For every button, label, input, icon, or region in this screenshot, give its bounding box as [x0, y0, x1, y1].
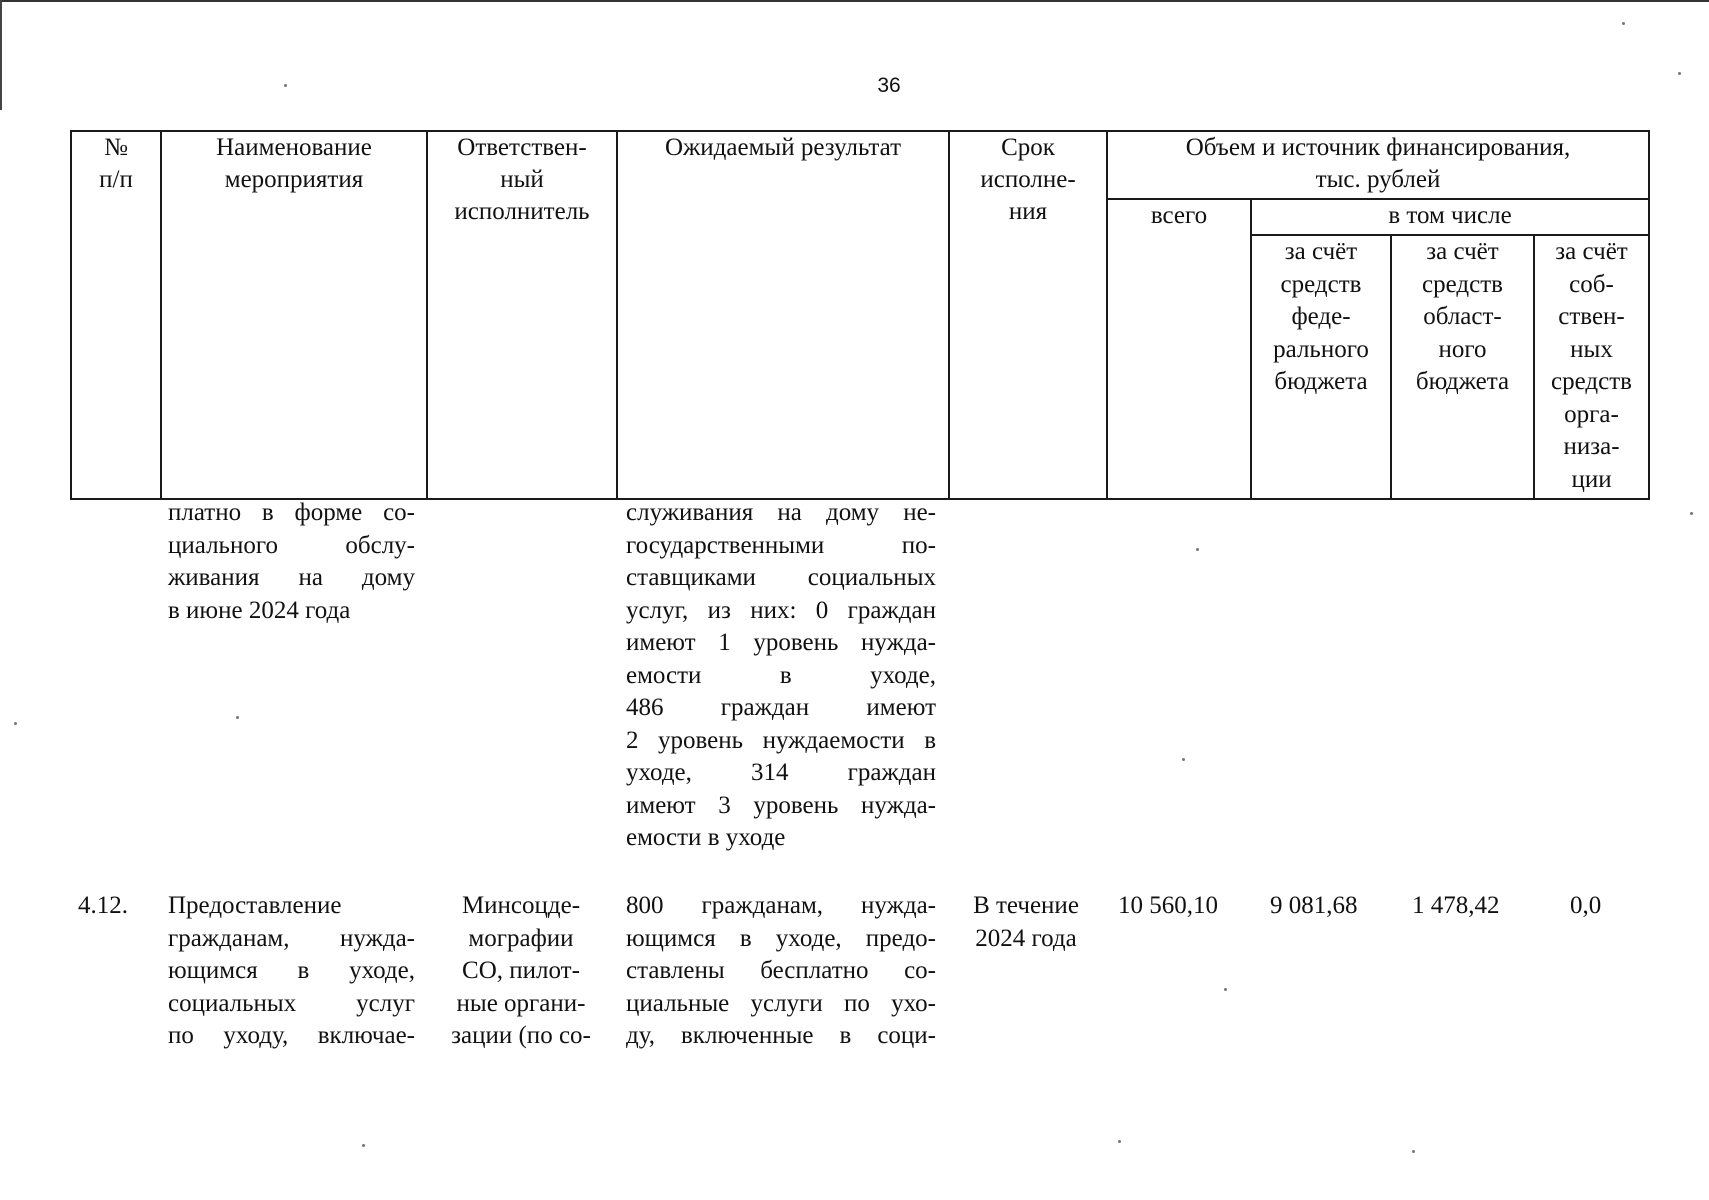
scan-speck — [1690, 512, 1693, 515]
row-term-cell: В течение 2024 года — [973, 892, 1079, 952]
scan-speck — [1224, 988, 1227, 991]
header-col-total: всего — [1107, 199, 1251, 499]
header-col-including: в том числе — [1251, 199, 1649, 235]
page-number: 36 — [877, 74, 901, 97]
row-result-cell: 800 гражданам, нужда- ющимся в уходе, предо- ставлены бесплатно со- циальные услуги по ухо- ду, включенные в соци- — [626, 892, 936, 1049]
scan-speck — [1182, 758, 1185, 761]
row-total-value: 10 560,10 — [1118, 892, 1218, 919]
row-own-value: 0,0 — [1570, 892, 1602, 919]
row-federal-value: 9 081,68 — [1270, 892, 1358, 919]
scan-speck — [284, 84, 287, 87]
row-number: 4.12. — [78, 892, 128, 919]
scan-speck — [1622, 22, 1625, 25]
header-col-term: Срок исполне- ния — [949, 131, 1107, 499]
row-responsible-cell: Минсоцде- мографии СО, пилот- ные органи- зации (по со- — [451, 892, 591, 1049]
scan-speck — [14, 722, 17, 725]
continued-name-cell: платно в форме со- циального обслу- живания на дому в июне 2024 года — [168, 499, 415, 624]
header-col-name: Наименование мероприятия — [161, 131, 427, 499]
row-name-cell: Предоставление гражданам, нужда- ющимся в уходе, социальных услуг по уходу, включае- — [168, 892, 415, 1049]
header-col-no: № п/п — [71, 131, 161, 499]
header-col-own: за счёт соб- ствен- ных средств орга- низа- ции — [1534, 235, 1649, 499]
header-col-regional: за счёт средств област- ного бюджета — [1391, 235, 1534, 499]
scan-edge-top — [0, 0, 1709, 2]
header-col-result: Ожидаемый результат — [617, 131, 949, 499]
header-col-financing: Объем и источник финансирования, тыс. рублей — [1107, 131, 1649, 199]
scan-speck — [1412, 1150, 1415, 1153]
scan-speck — [1196, 548, 1199, 551]
header-col-responsible: Ответствен- ный исполнитель — [427, 131, 617, 499]
header-col-federal: за счёт средств феде- рального бюджета — [1251, 235, 1391, 499]
scan-speck — [1118, 1140, 1121, 1143]
row-regional-value: 1 478,42 — [1412, 892, 1500, 919]
table-header — [70, 130, 1650, 500]
scan-speck — [1678, 72, 1681, 75]
scan-speck — [362, 1144, 365, 1147]
continued-result-cell: служивания на дому не- государственными по- ставщиками социальных услуг, из них: 0 граждан имеют 1 уровень нужда- емости в уходе, 486 граждан имеют 2 уровень нуждаемости в уходе, 314 граждан имеют 3 уровень нужда- емости в уходе — [626, 499, 936, 851]
scan-speck — [236, 716, 239, 719]
